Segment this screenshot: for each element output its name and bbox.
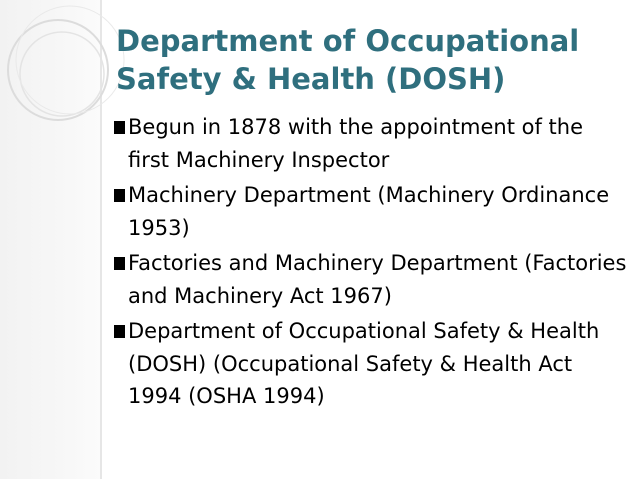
bullet-item-2 bbox=[114, 179, 629, 244]
bullet-text: Department of Occupational Safety & Health (DOSH) (Occupational Safety & Health Act 1994 (OSHA 1994) bbox=[128, 319, 600, 408]
bullet-item-4 bbox=[114, 315, 629, 413]
bullet-square-icon bbox=[114, 189, 125, 202]
bullet-square-icon bbox=[114, 257, 125, 270]
bullet-item-3 bbox=[114, 247, 629, 312]
bullet-text: Begun in 1878 with the appointment of the first Machinery Inspector bbox=[128, 115, 583, 172]
decor-circle-large bbox=[8, 20, 108, 120]
bullet-square-icon bbox=[114, 325, 125, 338]
bullet-list bbox=[114, 111, 629, 416]
bullet-text: Machinery Department (Machinery Ordinance 1953) bbox=[128, 183, 610, 240]
slide-title: Department of Occupational Safety & Health (DOSH) bbox=[116, 24, 580, 96]
bullet-item-1 bbox=[114, 111, 629, 176]
bullet-text: Factories and Machinery Department (Factories and Machinery Act 1967) bbox=[128, 251, 627, 308]
decor-circle-medium bbox=[20, 32, 104, 116]
bullet-square-icon bbox=[114, 121, 125, 134]
